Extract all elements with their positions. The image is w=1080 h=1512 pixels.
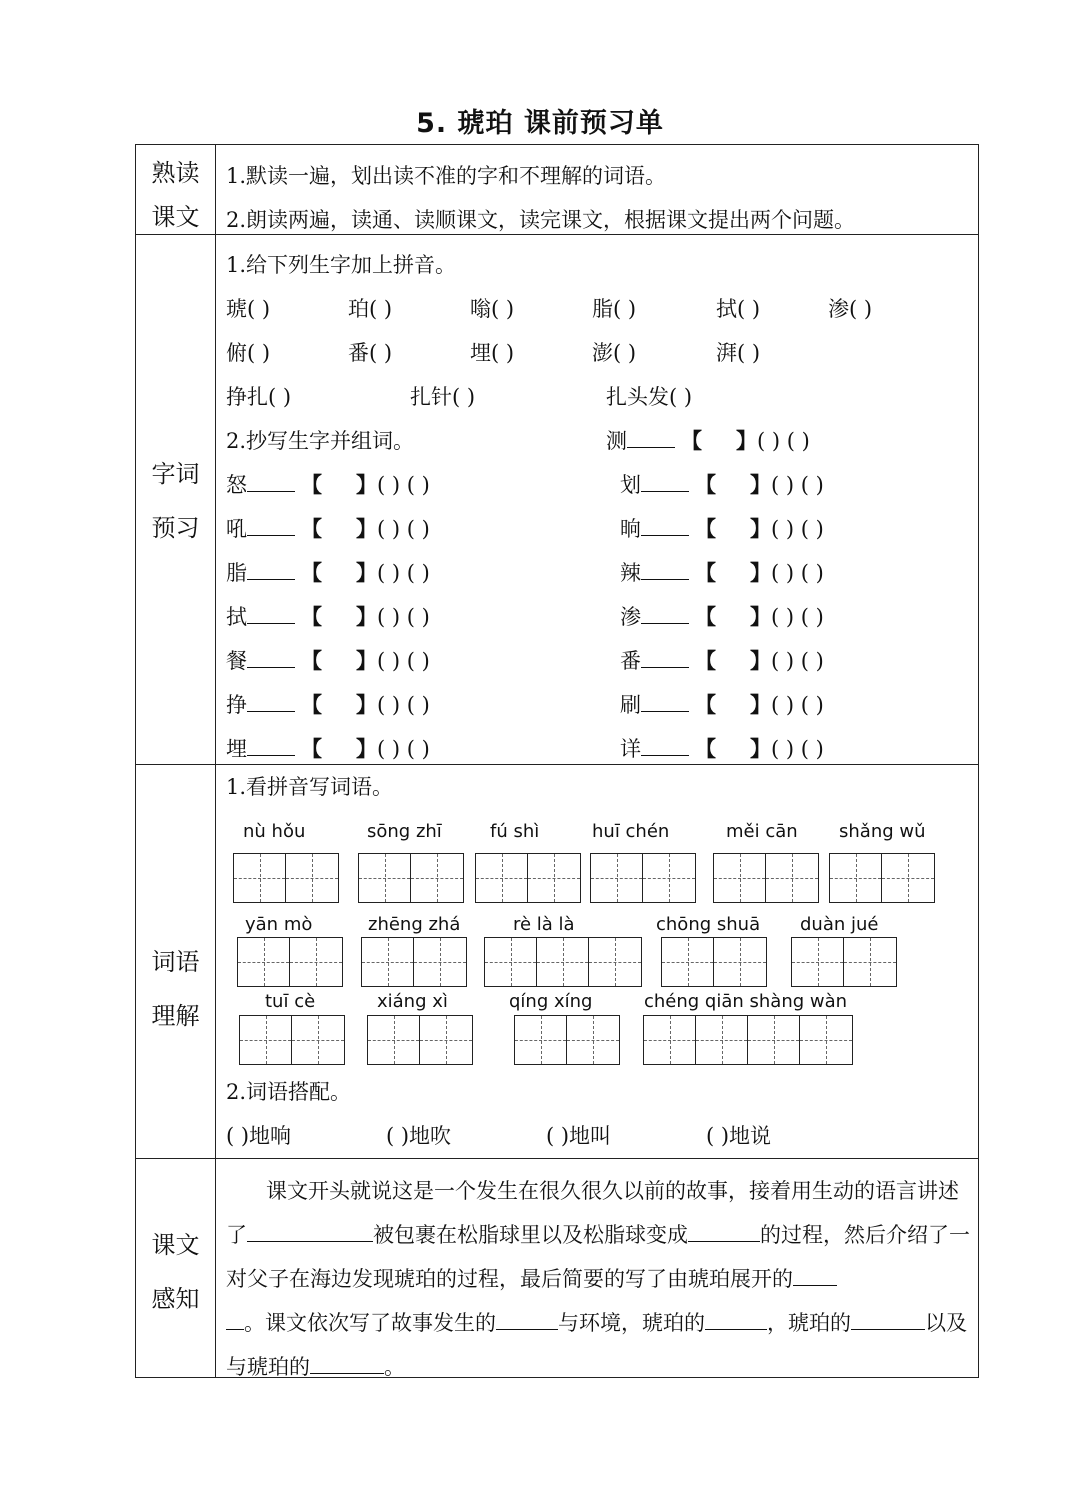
vocab-q2: 2.抄写生字并组词。 <box>226 429 415 453</box>
copy-char: 餐 <box>226 649 247 673</box>
label-read-2: 课文 <box>151 203 200 231</box>
word-parens: ( ) ( ) <box>377 649 430 673</box>
bracket-close: 】 <box>356 560 377 585</box>
match-item: ( )地叫 <box>546 1124 612 1148</box>
label-vocab-1: 字词 <box>151 460 200 488</box>
writing-grid[interactable] <box>361 937 467 987</box>
pinyin-label: duàn jué <box>800 914 879 935</box>
copy-entry[interactable] <box>226 689 430 719</box>
label-summary-2: 感知 <box>151 1285 200 1313</box>
bracket-close: 】 <box>356 516 377 541</box>
bracket-close: 】 <box>750 736 771 761</box>
writing-grid[interactable] <box>643 1015 853 1065</box>
bracket-close: 】 <box>750 692 771 717</box>
copy-char: 番 <box>620 649 641 673</box>
pinyin-item: 嗡( ) <box>470 297 515 321</box>
word-parens: ( ) ( ) <box>377 605 430 629</box>
pinyin-label: zhēng zhá <box>368 914 461 935</box>
words-q1: 1.看拼音写词语。 <box>226 775 394 799</box>
bracket-open: 【 <box>681 428 702 453</box>
bracket-open: 【 <box>301 560 322 585</box>
pinyin-item: 埋( ) <box>470 341 515 365</box>
word-parens: ( ) ( ) <box>377 693 430 717</box>
word-parens: ( ) ( ) <box>377 561 430 585</box>
bracket-close: 】 <box>750 604 771 629</box>
pinyin-item: 琥( ) <box>226 297 271 321</box>
polyphone-item: 扎针( ) <box>410 385 476 409</box>
writing-grid[interactable] <box>713 853 819 903</box>
summary-line-1: 课文开头就说这是一个发生在很久很久以前的故事，接着用生动的语言讲述 <box>266 1179 959 1203</box>
words-q2: 2.词语搭配。 <box>226 1080 352 1104</box>
copy-char: 吼 <box>226 517 247 541</box>
copy-char: 拭 <box>226 605 247 629</box>
writing-grid[interactable] <box>358 853 464 903</box>
writing-grid[interactable] <box>239 1015 345 1065</box>
writing-grid[interactable] <box>791 937 897 987</box>
pinyin-item: 澎( ) <box>592 341 637 365</box>
copy-char: 辣 <box>620 561 641 585</box>
pinyin-label: shǎng wǔ <box>839 821 926 842</box>
copy-char: 渗 <box>620 605 641 629</box>
copy-entry[interactable] <box>620 733 824 763</box>
pinyin-item: 渗( ) <box>828 297 873 321</box>
pinyin-label: chōng shuā <box>656 914 761 935</box>
summary-line-2: 了 被包裹在松脂球里以及松脂球变成 的过程，然后介绍了一 <box>226 1223 970 1247</box>
copy-char: 脂 <box>226 561 247 585</box>
copy-entry[interactable] <box>226 601 430 631</box>
page-title: 5. 琥珀 课前预习单 <box>416 108 664 139</box>
copy-char: 怒 <box>226 473 247 497</box>
bracket-close: 】 <box>750 516 771 541</box>
read-item-1: 1.默读一遍，划出读不准的字和不理解的词语。 <box>226 164 667 188</box>
bracket-open: 【 <box>301 604 322 629</box>
writing-grid[interactable] <box>237 937 343 987</box>
match-item: ( )地吹 <box>386 1124 452 1148</box>
word-parens: ( ) ( ) <box>377 473 430 497</box>
bracket-close: 】 <box>356 472 377 497</box>
bracket-open: 【 <box>695 472 716 497</box>
writing-grid[interactable] <box>514 1015 620 1065</box>
copy-entry[interactable] <box>606 425 810 455</box>
word-parens: ( ) ( ) <box>771 649 824 673</box>
pinyin-item: 番( ) <box>348 341 393 365</box>
pinyin-item: 脂( ) <box>592 297 637 321</box>
copy-char: 详 <box>620 737 641 761</box>
word-parens: ( ) ( ) <box>771 561 824 585</box>
bracket-close: 】 <box>356 736 377 761</box>
summary-line-3: 对父子在海边发现琥珀的过程，最后简要的写了由琥珀展开的 <box>226 1263 837 1293</box>
copy-entry[interactable] <box>620 601 824 631</box>
copy-entry[interactable] <box>620 689 824 719</box>
word-parens: ( ) ( ) <box>377 737 430 761</box>
pinyin-label: tuī cè <box>265 991 316 1012</box>
bracket-open: 【 <box>301 736 322 761</box>
bracket-open: 【 <box>301 648 322 673</box>
bracket-open: 【 <box>695 736 716 761</box>
pinyin-label: yān mò <box>245 914 313 935</box>
pinyin-item: 湃( ) <box>716 341 761 365</box>
pinyin-label: xiáng xì <box>377 991 448 1012</box>
bracket-close: 】 <box>750 560 771 585</box>
summary-line-4: 。课文依次写了故事发生的 与环境，琥珀的 ，琥珀的 以及 <box>226 1307 967 1337</box>
word-parens: ( ) ( ) <box>771 605 824 629</box>
word-parens: ( ) ( ) <box>771 737 824 761</box>
pinyin-label: rè là là <box>513 914 575 935</box>
bracket-close: 】 <box>736 428 757 453</box>
match-item: ( )地响 <box>226 1124 292 1148</box>
bracket-close: 】 <box>356 604 377 629</box>
copy-char: 埋 <box>226 737 247 761</box>
bracket-close: 】 <box>356 692 377 717</box>
copy-entry[interactable] <box>620 645 824 675</box>
label-words-2: 理解 <box>151 1002 200 1030</box>
copy-entry[interactable] <box>620 469 824 499</box>
pinyin-label: sōng zhī <box>367 821 442 842</box>
bracket-open: 【 <box>301 692 322 717</box>
writing-grid[interactable] <box>484 937 642 987</box>
label-words-1: 词语 <box>151 948 200 976</box>
writing-grid[interactable] <box>661 937 767 987</box>
writing-grid[interactable] <box>475 853 581 903</box>
word-parens: ( ) ( ) <box>771 693 824 717</box>
copy-char: 挣 <box>226 693 247 717</box>
label-read-1: 熟读 <box>151 159 200 187</box>
pinyin-item: 俯( ) <box>226 341 271 365</box>
pinyin-item: 珀( ) <box>348 297 393 321</box>
bracket-open: 【 <box>695 692 716 717</box>
pinyin-label: měi cān <box>726 821 798 842</box>
polyphone-item: 挣扎( ) <box>226 385 292 409</box>
pinyin-item: 拭( ) <box>716 297 761 321</box>
bracket-open: 【 <box>695 560 716 585</box>
copy-char: 晌 <box>620 517 641 541</box>
pinyin-label: nù hǒu <box>243 821 306 842</box>
copy-char: 测 <box>606 429 627 453</box>
copy-entry[interactable] <box>226 733 430 763</box>
bracket-close: 】 <box>356 648 377 673</box>
bracket-open: 【 <box>301 516 322 541</box>
label-vocab-2: 预习 <box>151 514 200 542</box>
label-summary-1: 课文 <box>151 1231 200 1259</box>
match-item: ( )地说 <box>706 1124 772 1148</box>
word-parens: ( ) ( ) <box>771 473 824 497</box>
pinyin-label: fú shì <box>490 821 540 842</box>
pinyin-label: chéng qiān shàng wàn <box>644 991 848 1012</box>
polyphone-item: 扎头发( ) <box>606 385 693 409</box>
bracket-open: 【 <box>695 516 716 541</box>
writing-grid[interactable] <box>233 853 339 903</box>
bracket-close: 】 <box>750 472 771 497</box>
vocab-q1: 1.给下列生字加上拼音。 <box>226 253 457 277</box>
bracket-open: 【 <box>301 472 322 497</box>
copy-char: 刷 <box>620 693 641 717</box>
copy-entry[interactable] <box>226 645 430 675</box>
copy-char: 划 <box>620 473 641 497</box>
writing-grid[interactable] <box>829 853 935 903</box>
word-parens: ( ) ( ) <box>757 429 810 453</box>
bracket-open: 【 <box>695 604 716 629</box>
bracket-open: 【 <box>695 648 716 673</box>
word-parens: ( ) ( ) <box>377 517 430 541</box>
word-parens: ( ) ( ) <box>771 517 824 541</box>
read-item-2: 2.朗读两遍，读通、读顺课文，读完课文，根据课文提出两个问题。 <box>226 208 856 232</box>
copy-entry[interactable] <box>620 513 824 543</box>
bracket-close: 】 <box>750 648 771 673</box>
summary-line-5: 与琥珀的 。 <box>226 1355 405 1379</box>
worksheet-table <box>135 144 979 1378</box>
copy-entry[interactable] <box>226 469 430 499</box>
writing-grid[interactable] <box>367 1015 473 1065</box>
copy-entry[interactable] <box>226 557 430 587</box>
copy-entry[interactable] <box>226 513 430 543</box>
pinyin-label: huī chén <box>592 821 670 842</box>
writing-grid[interactable] <box>590 853 696 903</box>
pinyin-label: qíng xíng <box>509 991 593 1012</box>
copy-entry[interactable] <box>620 557 824 587</box>
